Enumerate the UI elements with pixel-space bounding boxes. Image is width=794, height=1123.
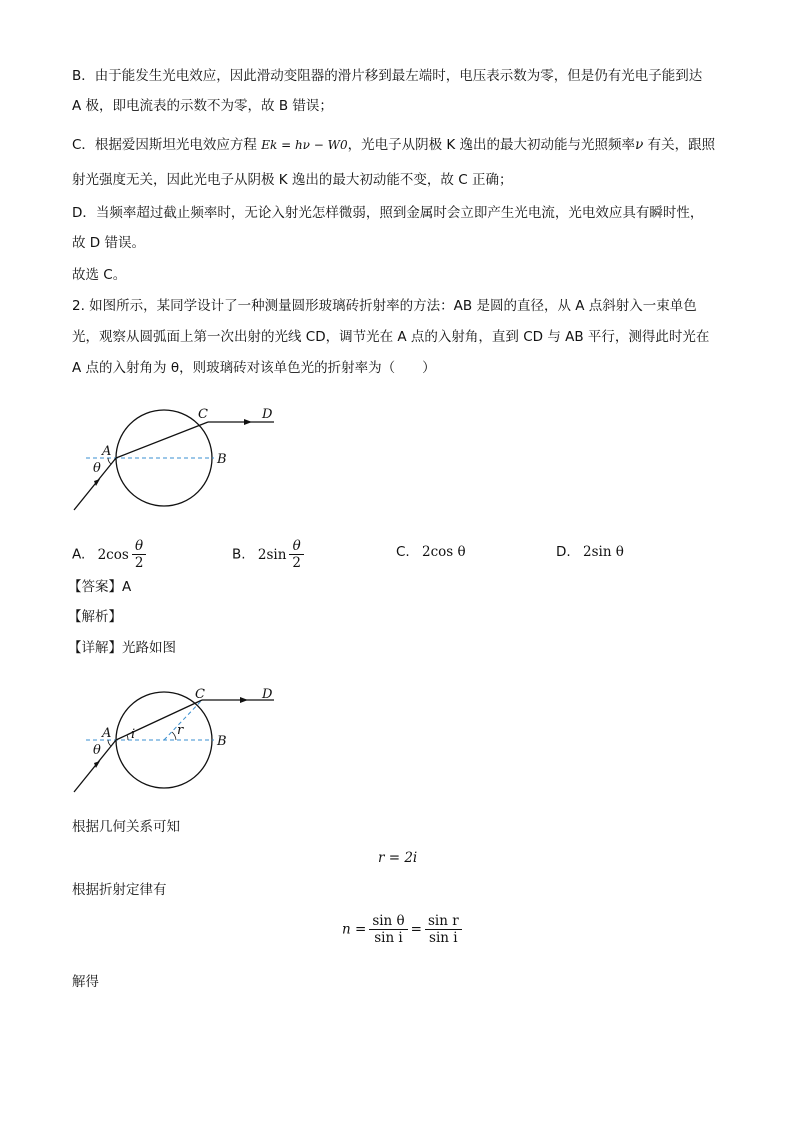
option-a-num: θ [132, 538, 147, 555]
label-c: C [198, 407, 208, 422]
option-d[interactable] [556, 541, 624, 563]
label-b-2: B [217, 734, 227, 749]
eq2-lhs: n = [342, 921, 367, 938]
label-theta-2: θ [93, 743, 101, 758]
eq2-frac-1 [369, 913, 407, 946]
text-line-d2: 故 D 错误。 [72, 235, 145, 251]
option-c-expr: 2cos θ [422, 544, 466, 560]
label-theta: θ [93, 461, 101, 476]
label-d-2: D [262, 687, 273, 702]
refracted-ray [116, 422, 208, 458]
refraction-text: 根据折射定律有 [72, 882, 167, 898]
option-d-expr: 2sin θ [582, 544, 624, 560]
option-b-den: 2 [292, 555, 301, 571]
photoelectric-formula: Ek = hν − W0 [261, 138, 348, 152]
option-b-label: B. [232, 546, 246, 563]
eq2-num-2: sin r [425, 913, 462, 930]
option-c[interactable] [396, 541, 466, 563]
option-c-label: C. [396, 544, 410, 560]
geometry-text: 根据几何关系可知 [72, 819, 180, 835]
label-a-2: A [102, 726, 112, 741]
option-b-num: θ [289, 538, 304, 555]
option-d-label: D. [556, 544, 571, 560]
eq2-frac-2 [425, 913, 462, 946]
analysis-line [68, 607, 122, 627]
option-a-label: A. [72, 546, 86, 563]
text-line-b2: A 极，即电流表的示数不为零，故 B 错误； [72, 98, 333, 114]
c1-end: 有关，跟照 [647, 137, 716, 153]
text-line-b1: B．由于能发生光电效应，因此滑动变阻器的滑片移到最左端时，电压表示数为零，但是仍有光电子能到达 [72, 68, 703, 84]
eq2-den-1: sin i [374, 930, 403, 946]
option-a-den: 2 [134, 555, 144, 571]
label-a: A [102, 444, 112, 459]
circle-diagram-1 [68, 400, 298, 520]
refracted-ray-2 [116, 700, 202, 740]
text-line-choose: 故选 C。 [72, 267, 127, 283]
detail-line [68, 638, 176, 658]
label-c-2: C [195, 687, 205, 702]
answer-value: A [122, 579, 132, 595]
option-b-coef: 2sin [257, 546, 287, 563]
equation-snell [342, 913, 465, 946]
option-b[interactable] [232, 538, 307, 571]
text-line-c2: 射光强度无关，因此光电子从阴极 K 逸出的最大初动能不变，故 C 正确； [72, 172, 513, 188]
label-d: D [262, 407, 273, 422]
option-b-fraction [289, 538, 304, 571]
option-a-fraction [132, 538, 147, 571]
question-line-1: 2. 如图所示，某同学设计了一种测量圆形玻璃砖折射率的方法：AB 是圆的直径，从 A 点斜射入一束单色 [72, 298, 697, 314]
answer-tag: 【答案】 [68, 579, 122, 595]
label-r: r [177, 723, 184, 738]
equation-r-2i: r = 2i [378, 850, 418, 866]
eq2-equals: = [410, 921, 422, 938]
option-a-coef: 2cos [97, 546, 129, 563]
exit-arrow [244, 419, 252, 425]
i-arc [127, 735, 128, 740]
text-line-d1: D．当频率超过截止频率时，无论入射光怎样微弱，照到金属时会立即产生光电流，光电效应具有瞬时性， [72, 205, 704, 221]
option-a[interactable] [72, 538, 149, 571]
eq2-den-2: sin i [429, 930, 458, 946]
detail-text: 光路如图 [122, 640, 176, 656]
question-line-2: 光，观察从圆弧面上第一次出射的光线 CD，调节光在 A 点的入射角，直到 CD 与 AB 平行，测得此时光在 [72, 329, 710, 345]
answer-line [68, 577, 131, 597]
text-line-c1 [72, 135, 715, 155]
detail-tag: 【详解】 [68, 640, 122, 656]
solve-text: 解得 [72, 974, 99, 990]
question-line-3: A 点的入射角为 θ，则玻璃砖对该单色光的折射率为（ ） [72, 360, 436, 376]
r-arc [172, 732, 176, 740]
analysis-tag: 【解析】 [68, 609, 122, 625]
circle-diagram-2 [68, 682, 298, 802]
nu-symbol: ν [635, 137, 644, 153]
label-i: i [131, 727, 136, 742]
label-b: B [217, 452, 227, 467]
exit-arrow-2 [240, 697, 248, 703]
eq2-num-1: sin θ [369, 913, 407, 930]
c1-middle: ，光电子从阴极 K 逸出的最大初动能与光照频率 [347, 137, 636, 153]
c1-prefix: C．根据爱因斯坦光电效应方程 [72, 137, 257, 153]
